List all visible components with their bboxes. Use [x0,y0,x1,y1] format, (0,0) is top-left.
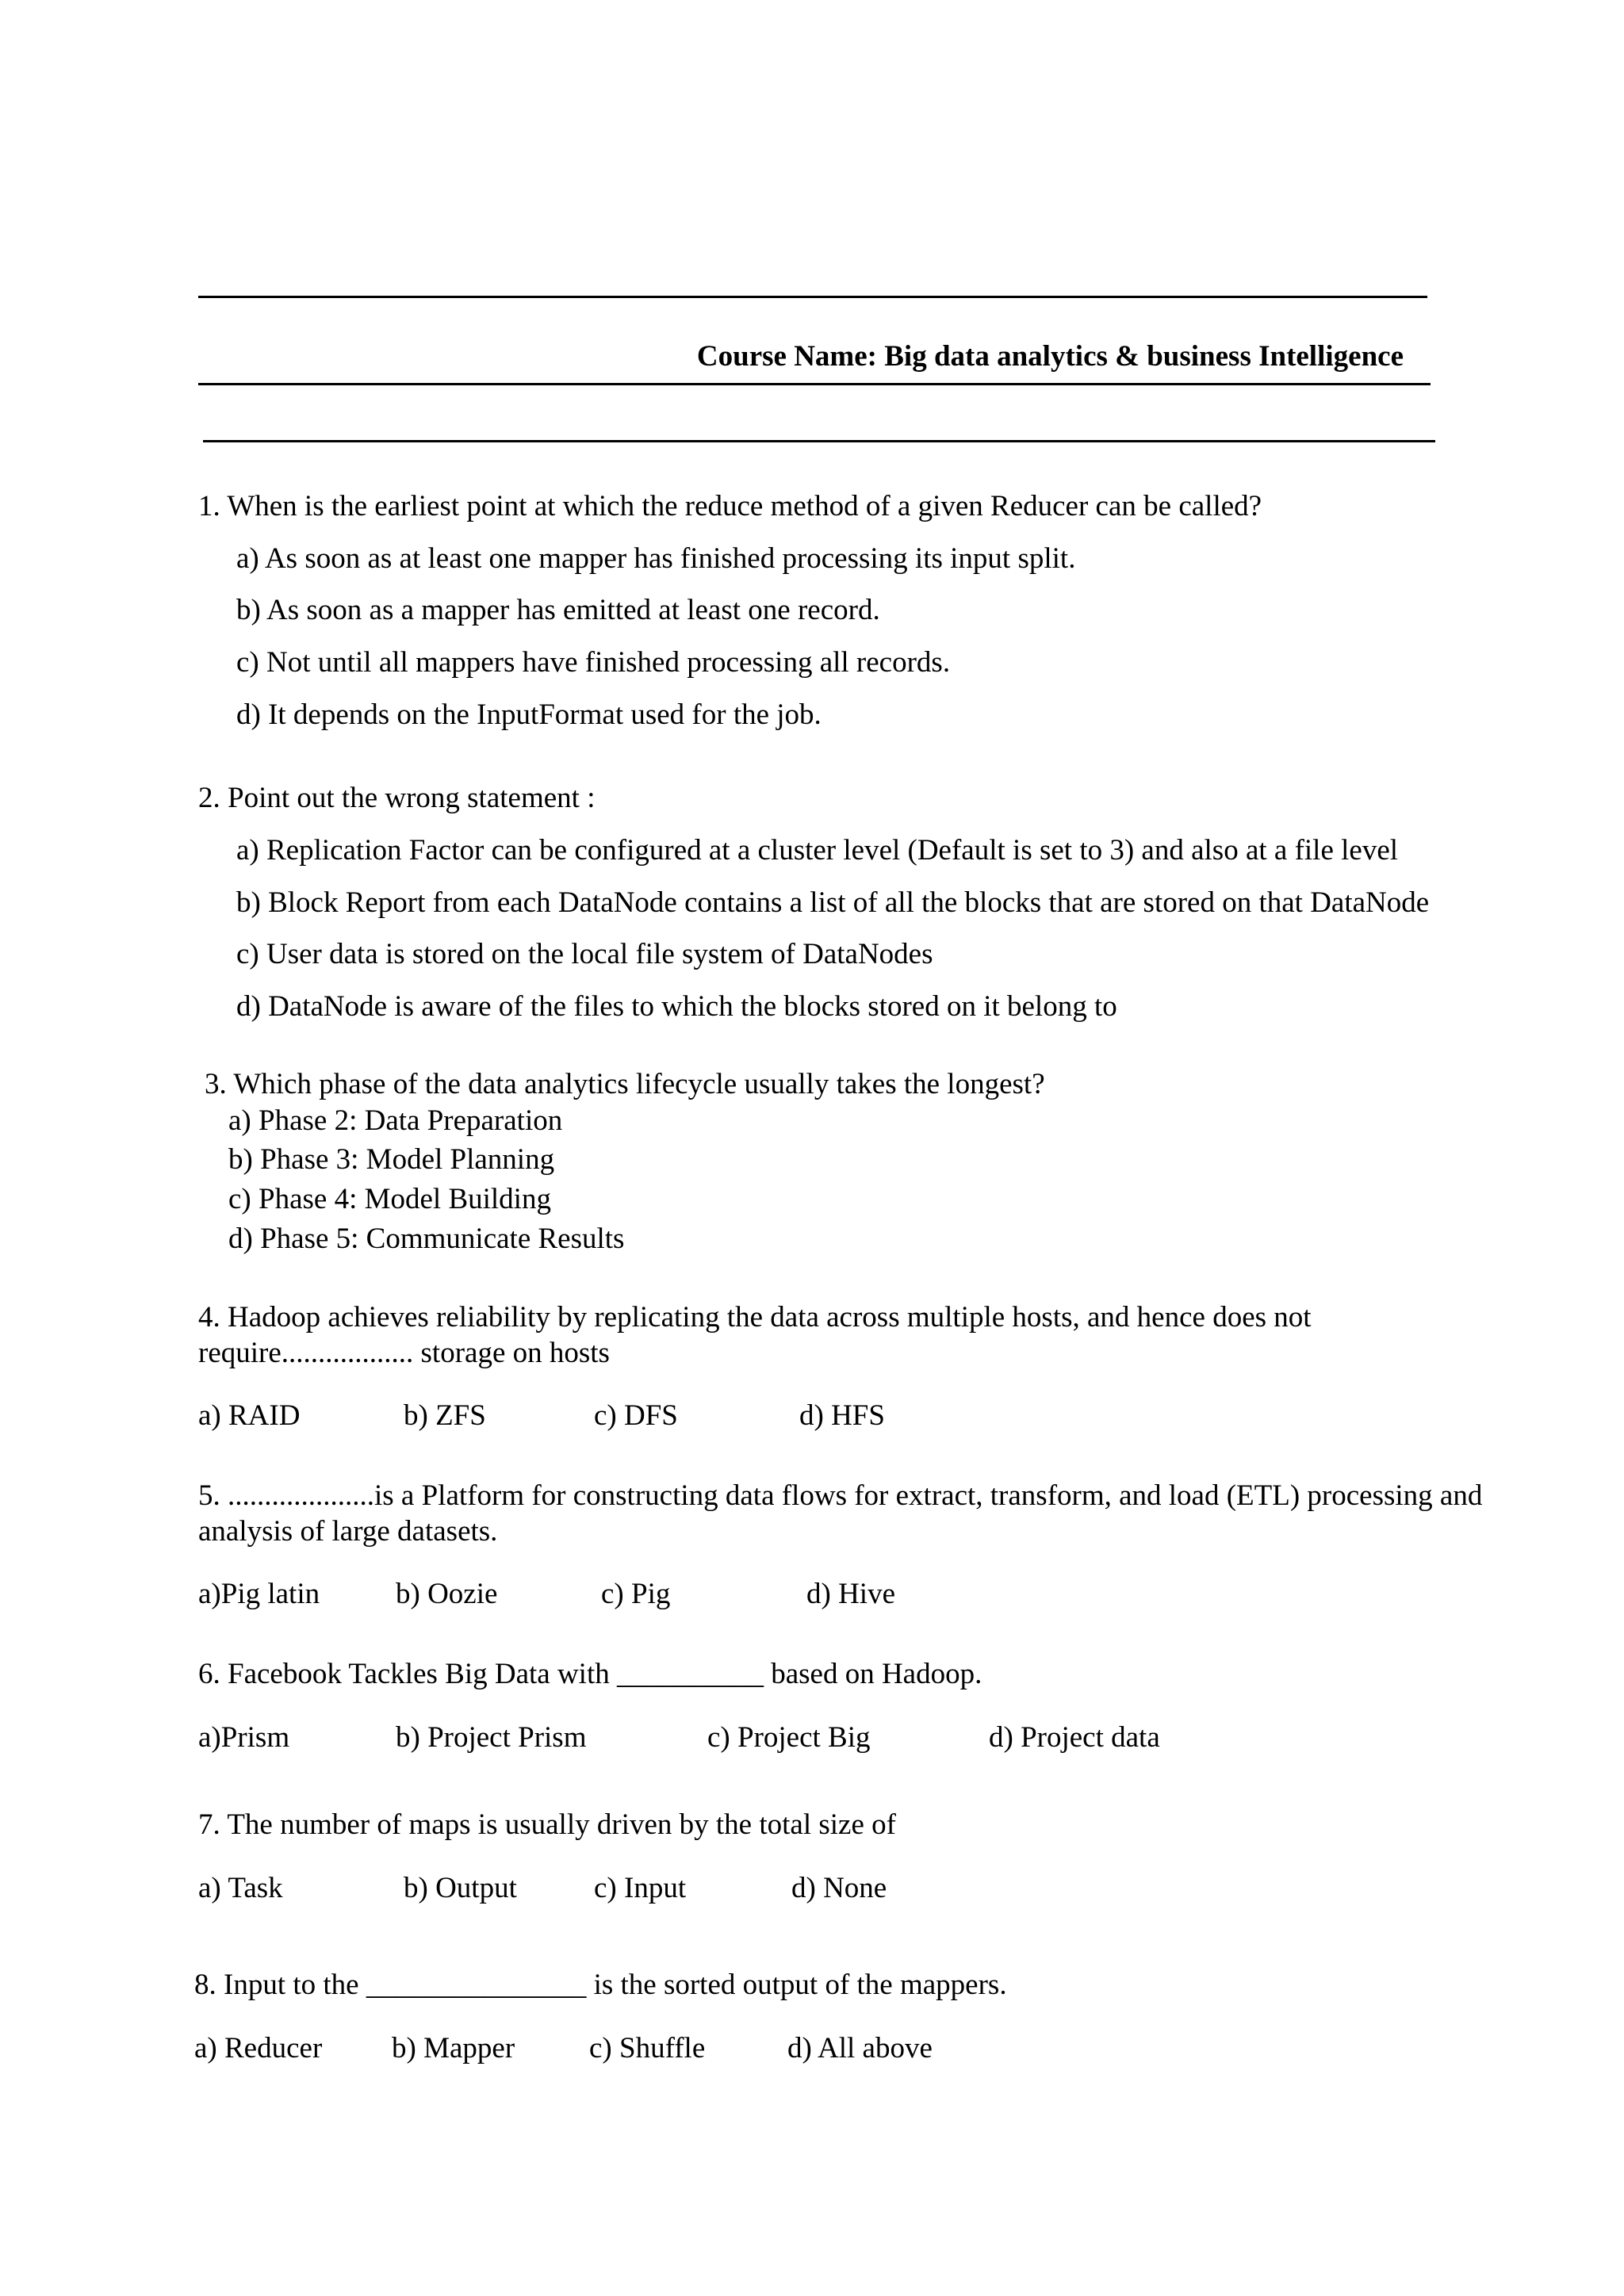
option-b: b) ZFS [404,1399,486,1432]
option-c: c) Input [594,1872,687,1904]
question-text: 6. Facebook Tackles Big Data with __________ based on Hadoop. [198,1658,982,1690]
option-a: a)Prism [198,1721,290,1754]
option-c: c) User data is stored on the local file system of DataNodes [236,938,933,970]
option-a: a) Reducer [194,2032,323,2064]
option-d: d) None [791,1872,887,1904]
option-a: a) RAID [198,1399,301,1432]
question-text-line-1: 4. Hadoop achieves reliability by replicating the data across multiple hosts, and hence does not [198,1301,1312,1334]
option-d: d) All above [787,2032,933,2064]
option-c: c) Not until all mappers have finished processing all records. [236,646,951,679]
option-a: a) Task [198,1872,283,1904]
option-a: a)Pig latin [198,1578,320,1610]
option-d: d) HFS [799,1399,885,1432]
question-text-line-2: analysis of large datasets. [198,1515,498,1548]
option-a: a) Phase 2: Data Preparation [228,1104,563,1137]
option-b: b) Phase 3: Model Planning [228,1143,555,1176]
option-b: b) Mapper [392,2032,515,2064]
header-rule-middle [198,383,1431,385]
option-d: d) It depends on the InputFormat used for the job. [236,698,822,731]
option-b: b) Oozie [396,1578,498,1610]
header-rule-bottom [203,440,1435,442]
question-text-line-1: 5. ....................is a Platform for constructing data flows for extract, transform, and load (ETL) processing and [198,1479,1483,1512]
option-a: a) As soon as at least one mapper has finished processing its input split. [236,542,1076,575]
course-title: Course Name: Big data analytics & business Intelligence [696,340,1404,373]
option-c: c) DFS [594,1399,678,1432]
option-b: b) Output [404,1872,517,1904]
option-c: c) Phase 4: Model Building [228,1183,551,1215]
option-d: d) Project data [989,1721,1160,1754]
question-text: 7. The number of maps is usually driven by the total size of [198,1808,896,1841]
option-b: b) Project Prism [396,1721,587,1754]
option-c: c) Pig [601,1578,671,1610]
option-d: d) Phase 5: Communicate Results [228,1223,625,1255]
option-b: b) As soon as a mapper has emitted at least one record. [236,594,880,626]
option-c: c) Project Big [707,1721,871,1754]
question-text: 1. When is the earliest point at which the reduce method of a given Reducer can be called? [198,490,1262,522]
question-text: 8. Input to the _______________ is the sorted output of the mappers. [194,1969,1007,2001]
option-a: a) Replication Factor can be configured at a cluster level (Default is set to 3) and also at a file level [236,834,1399,867]
question-text-line-2: require.................. storage on hosts [198,1337,610,1369]
option-d: d) Hive [806,1578,895,1610]
option-d: d) DataNode is aware of the files to which the blocks stored on it belong to [236,990,1117,1023]
option-b: b) Block Report from each DataNode contains a list of all the blocks that are stored on that DataNode [236,886,1430,919]
header-rule-top [198,296,1427,298]
option-c: c) Shuffle [589,2032,706,2064]
question-text: 3. Which phase of the data analytics lifecycle usually takes the longest? [205,1068,1045,1100]
question-text: 2. Point out the wrong statement : [198,782,596,814]
